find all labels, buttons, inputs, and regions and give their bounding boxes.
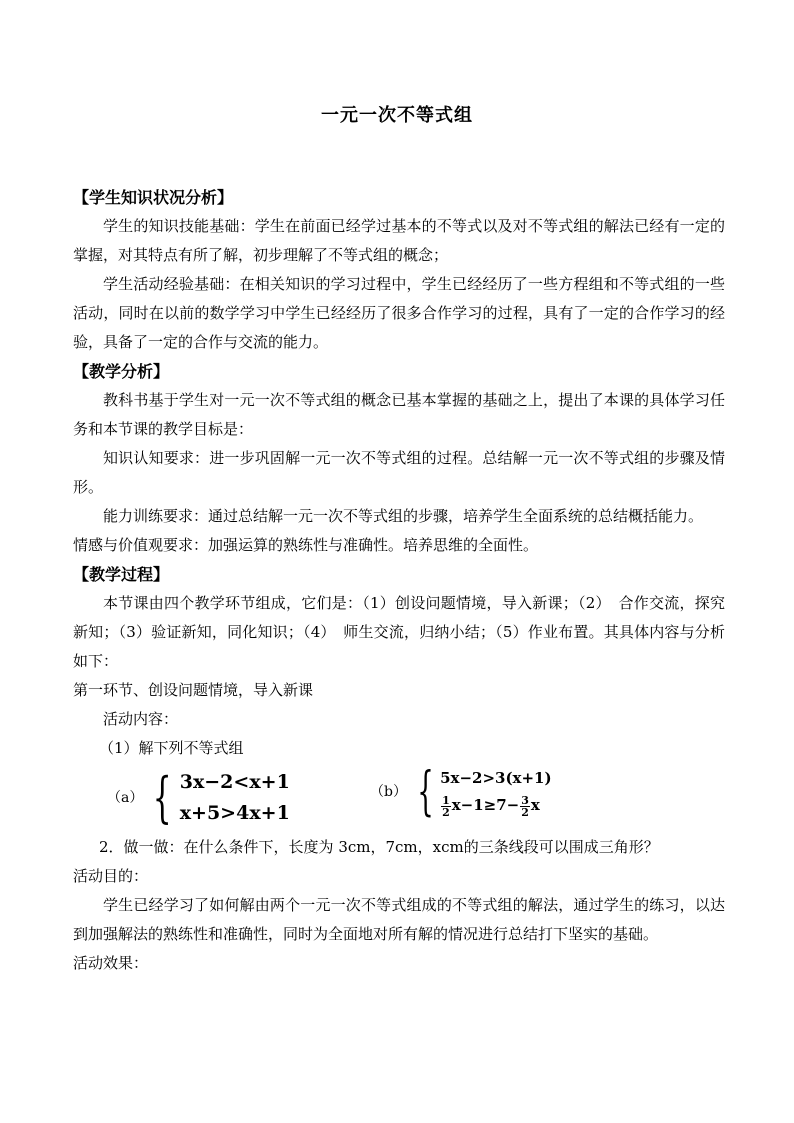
paragraph: 本节课由四个教学环节组成，它们是：（1）创设问题情境，导入新课；（2） 合作交流，探究新知；（3）验证新知，同化知识；（4） 师生交流，归纳小结；（5）作业布置。其具体内容与分析如下： xyxy=(73,594,725,670)
section-heading-teaching-analysis: 【教学分析】 xyxy=(73,362,170,381)
left-brace: { xyxy=(153,766,172,829)
system-a-label: （a） xyxy=(107,789,144,806)
inequality-b1: 5x−2>3(x+1) xyxy=(440,769,552,787)
paragraph: 能力训练要求：通过总结解一元一次不等式组的步骤，培养学生全面系统的总结概括能力。 xyxy=(103,507,704,525)
fraction: $\frac{3}{2}$ xyxy=(521,793,529,819)
inequality-systems xyxy=(73,762,725,829)
paragraph: 第一环节、创设问题情境，导入新课 xyxy=(73,681,314,699)
paragraph: 学生的知识技能基础：学生在前面已经学过基本的不等式以及对不等式组的解法已经有一定的掌握，对其特点有所了解，初步理解了不等式组的概念； xyxy=(73,217,725,264)
paragraph: 学生已经学习了如何解由两个一元一次不等式组成的不等式组的解法，通过学生的练习，以达到加强解法的熟练性和准确性，同时为全面地对所有解的情况进行总结打下坚实的基础。 xyxy=(73,896,725,943)
paragraph: 情感与价值观要求：加强运算的熟练性与准确性。培养思维的全面性。 xyxy=(73,536,539,554)
inequality-system-b xyxy=(370,762,552,822)
fraction: $\frac{1}{2}$ xyxy=(442,793,450,819)
system-b-label: （b） xyxy=(370,783,407,800)
section-heading-teaching-process: 【教学过程】 xyxy=(73,565,170,584)
paragraph: 活动目的： xyxy=(73,867,149,885)
paragraph: 知识认知要求：进一步巩固解一元一次不等式组的过程。总结解一元一次不等式组的步骤及情形。 xyxy=(73,449,725,496)
paragraph: 活动效果： xyxy=(73,954,149,972)
document-body xyxy=(73,183,725,978)
inequality-system-a xyxy=(107,767,290,829)
inequality-a2: x+5>4x+1 xyxy=(179,802,290,824)
inequality-a1: 3x−2<x+1 xyxy=(179,771,290,793)
paragraph: 2．做一做：在什么条件下，长度为 3cm，7cm，xcm的三条线段可以围成三角形？ xyxy=(99,838,659,856)
inequality-b2: $\frac{1}{2}$ x−1≥7− $\frac{3}{2}$ x xyxy=(442,793,540,819)
section-heading-student-analysis: 【学生知识状况分析】 xyxy=(73,188,234,207)
paragraph: 学生活动经验基础：在相关知识的学习过程中，学生已经经历了一些方程组和不等式组的一些活动，同时在以前的数学学习中学生已经经历了很多合作学习的过程，具有了一定的合作学习的经验，具备了一定的合作与交流的能力。 xyxy=(73,275,725,351)
left-brace: { xyxy=(417,762,434,822)
document-title: 一元一次不等式组 xyxy=(321,105,473,126)
paragraph: （1）解下列不等式组 xyxy=(99,739,244,757)
paragraph: 教科书基于学生对一元一次不等式组的概念已基本掌握的基础之上，提出了本课的具体学习任务和本节课的教学目标是： xyxy=(73,391,725,438)
paragraph: 活动内容： xyxy=(103,710,179,728)
